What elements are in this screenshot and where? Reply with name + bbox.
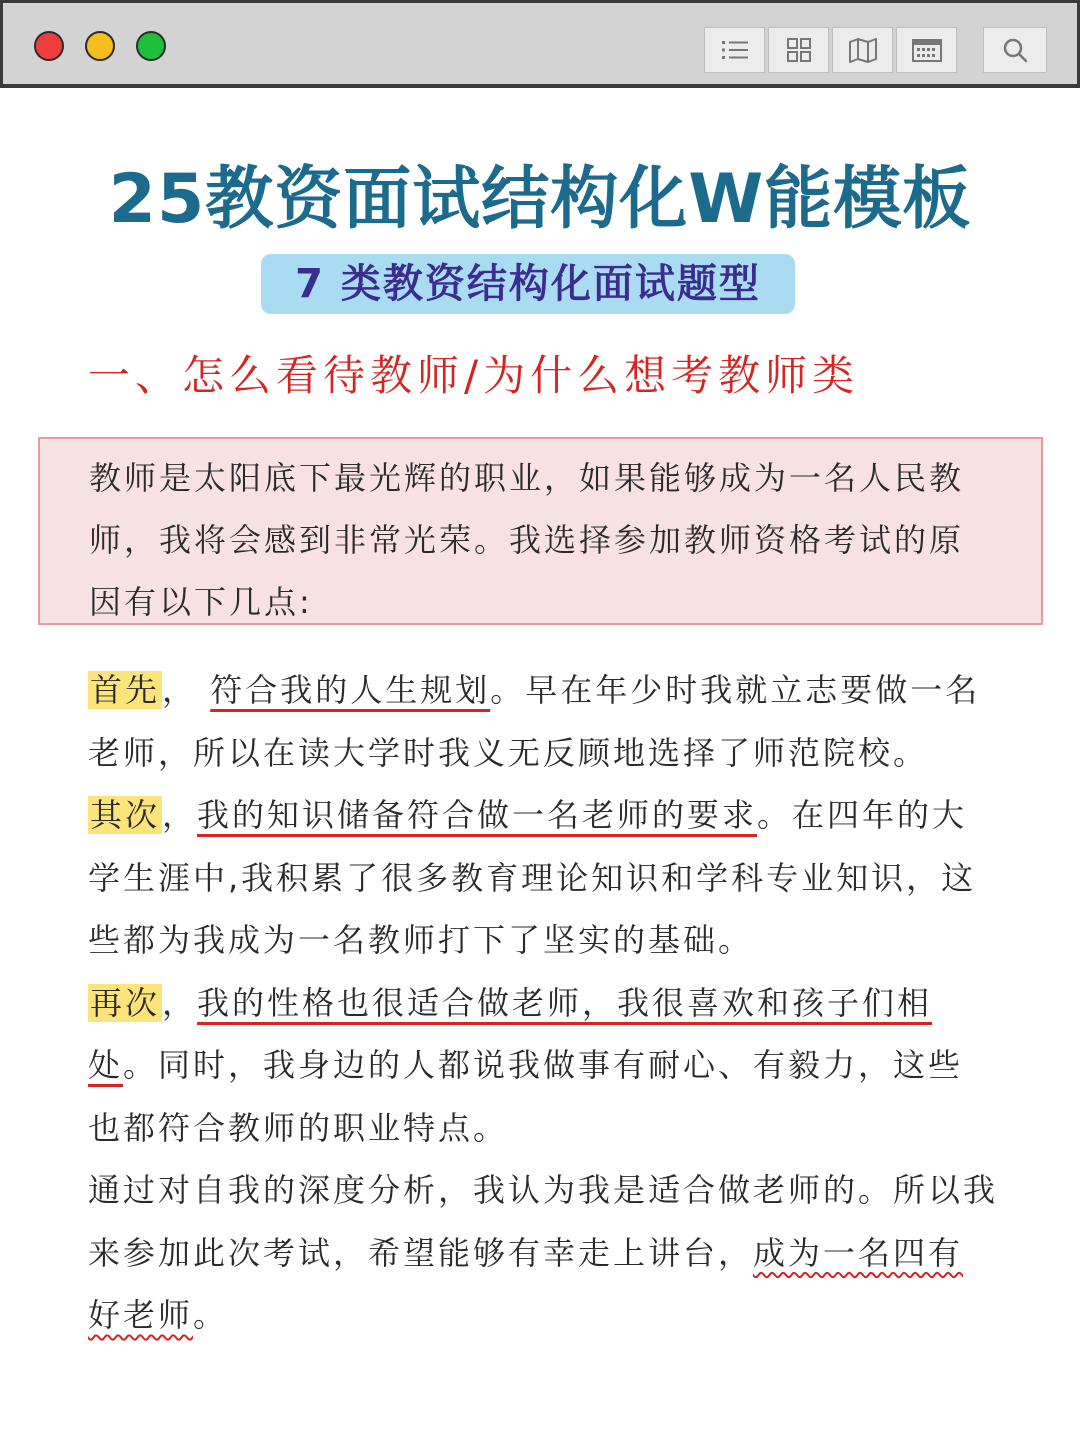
separator: ， (162, 671, 198, 709)
highlight-lead: 首先 (90, 671, 161, 709)
conclusion-emphasis: 成为一名四有好老师 (88, 1233, 964, 1334)
window-title-bar (0, 0, 1080, 88)
paragraph-second (88, 784, 998, 972)
map-view-button[interactable] (832, 27, 893, 73)
map-icon (847, 36, 879, 64)
subtitle-banner: 7 类教资结构化面试题型 (261, 254, 795, 314)
paragraph-rest: 。早在年少时我就立志要做一名老师，所以在读大学时我义无反顾地选择了师范院校。 (88, 671, 981, 772)
key-point: 我的性格也很适合做老师，我很喜欢和孩子们相处 (88, 983, 933, 1084)
page-title: 25教资面试结构化W能模板 (108, 160, 972, 239)
highlight-lead: 其次 (90, 796, 161, 834)
calendar-icon (911, 37, 943, 63)
paragraph-rest: 。在四年的大学生涯中,我积累了很多教育理论知识和学科专业知识，这些都为我成为一名教师打下了坚实的基础。 (88, 796, 977, 959)
section-heading: 一、怎么看待教师/为什么想考教师类 (88, 351, 860, 400)
highlight-lead: 再次 (90, 983, 161, 1022)
intro-text: 教师是太阳底下最光辉的职业，如果能够成为一名人民教师，我将会感到非常光荣。我选择参加教师资格考试的原因有以下几点: (89, 459, 965, 621)
maximize-window-button[interactable] (136, 31, 166, 61)
list-icon (720, 38, 750, 62)
calendar-view-button[interactable] (896, 27, 957, 73)
grid-icon (785, 36, 813, 64)
paragraph-first (88, 659, 998, 784)
separator: ， (162, 796, 198, 834)
conclusion-text: 通过对自我的深度分析，我认为我是适合做老师的。所以我来参加此次考试，希望能够有幸走上讲台， (88, 1171, 999, 1272)
conclusion-end: 。 (193, 1296, 229, 1334)
paragraph-third (88, 972, 998, 1160)
intro-box (38, 437, 1043, 625)
key-point: 我的知识储备符合做一名老师的要求 (197, 796, 758, 834)
minimize-window-button[interactable] (85, 31, 115, 61)
separator: ， (162, 983, 198, 1022)
search-button[interactable] (983, 27, 1047, 73)
paragraph-rest: 。同时，我身边的人都说我做事有耐心、有毅力，这些也都符合教师的职业特点。 (88, 1046, 964, 1147)
list-view-button[interactable] (704, 27, 765, 73)
paragraph-conclusion (88, 1159, 998, 1347)
grid-view-button[interactable] (768, 27, 829, 73)
view-toolbar (704, 27, 957, 73)
close-window-button[interactable] (34, 31, 64, 61)
answer-body (88, 659, 998, 1347)
search-icon (1001, 36, 1029, 64)
key-point: 符合我的人生规划 (210, 671, 491, 709)
